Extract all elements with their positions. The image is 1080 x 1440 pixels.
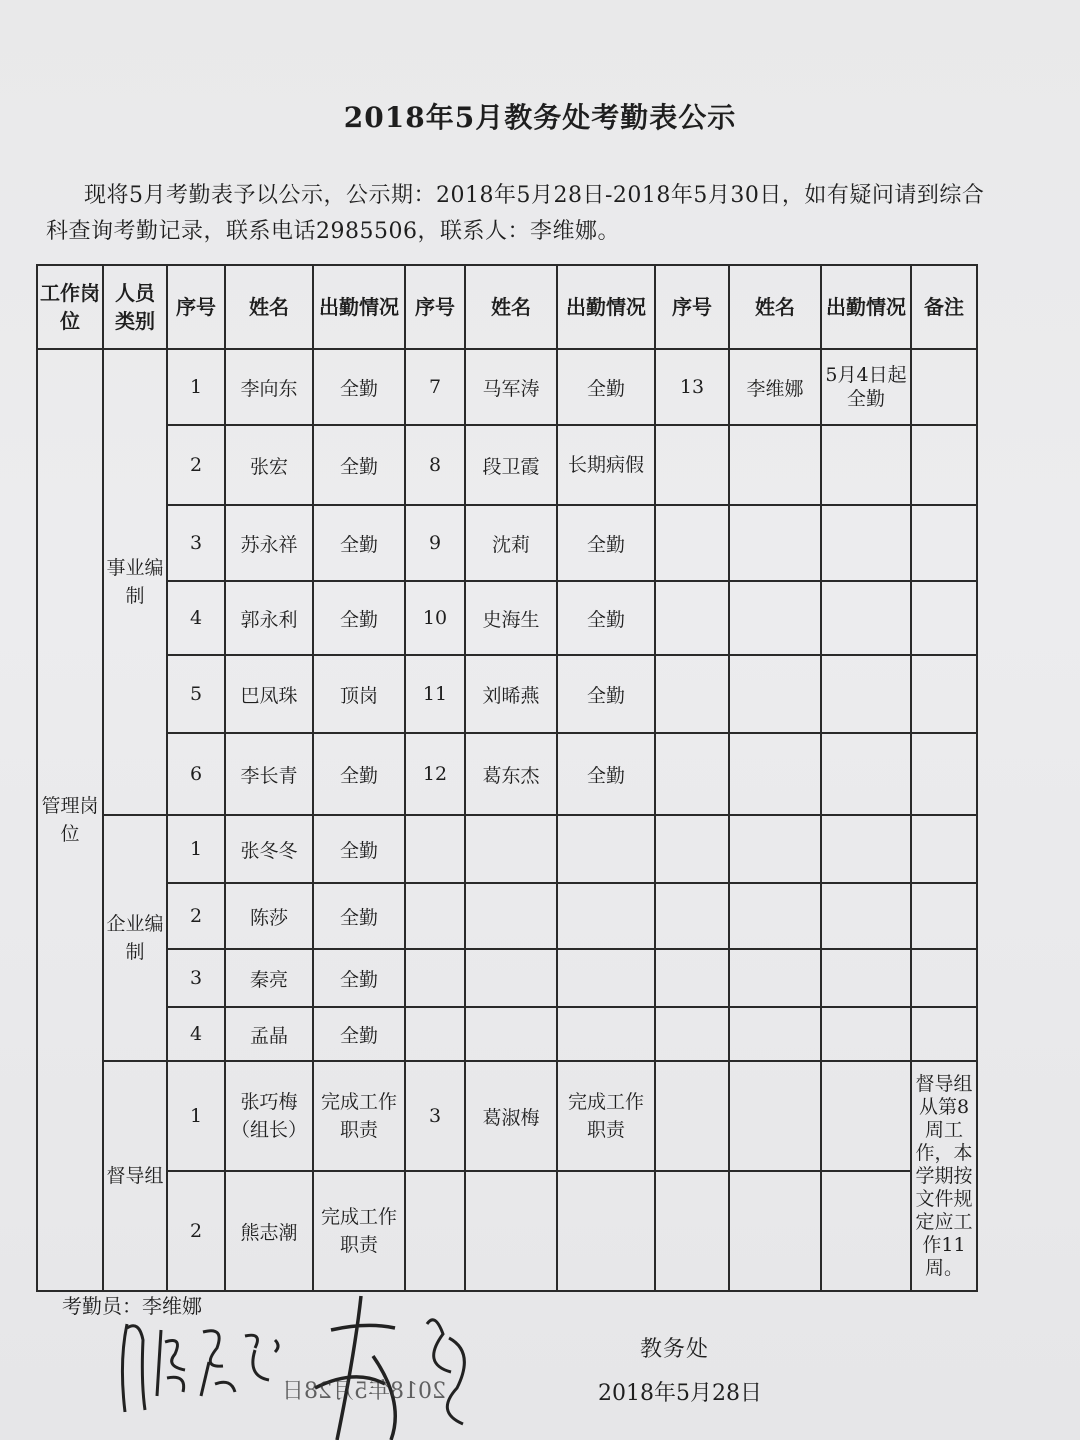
row-no xyxy=(655,581,729,655)
header-no-2: 序号 xyxy=(405,265,465,349)
table-row xyxy=(37,733,977,815)
row-name: 郭永利 xyxy=(225,581,313,655)
row-no xyxy=(655,425,729,505)
attendance-table xyxy=(36,264,978,1292)
row-no: 4 xyxy=(167,1007,225,1061)
row-name xyxy=(729,425,821,505)
row-name: 史海生 xyxy=(465,581,557,655)
row-attendance: 全勤 xyxy=(313,949,405,1007)
group-qiye: 企业编制 xyxy=(103,815,167,1061)
header-attendance-1: 出勤情况 xyxy=(313,265,405,349)
row-attendance xyxy=(821,425,911,505)
table-row xyxy=(37,1007,977,1061)
row-attendance: 全勤 xyxy=(313,883,405,949)
row-no: 4 xyxy=(167,581,225,655)
row-attendance: 全勤 xyxy=(313,349,405,425)
row-attendance: 顶岗 xyxy=(313,655,405,733)
row-no: 3 xyxy=(167,949,225,1007)
header-remark: 备注 xyxy=(911,265,977,349)
row-name: 张冬冬 xyxy=(225,815,313,883)
row-name: 熊志潮 xyxy=(225,1171,313,1291)
row-name xyxy=(729,581,821,655)
row-attendance: 全勤 xyxy=(313,425,405,505)
row-attendance: 全勤 xyxy=(313,815,405,883)
row-no: 2 xyxy=(167,883,225,949)
row-attendance: 全勤 xyxy=(557,505,655,581)
row-no: 6 xyxy=(167,733,225,815)
header-name-3: 姓名 xyxy=(729,265,821,349)
row-name xyxy=(729,733,821,815)
row-no: 7 xyxy=(405,349,465,425)
row-attendance: 全勤 xyxy=(313,1007,405,1061)
page-title: 2018年5月教务处考勤表公示 xyxy=(343,101,737,134)
row-no: 2 xyxy=(167,1171,225,1291)
table-row xyxy=(37,349,977,425)
row-name: 李维娜 xyxy=(729,349,821,425)
table-row xyxy=(37,505,977,581)
row-no: 11 xyxy=(405,655,465,733)
office-name: 教务处 xyxy=(640,1337,710,1362)
attendant-label: 考勤员：李维娜 xyxy=(62,1294,202,1318)
row-attendance: 全勤 xyxy=(313,581,405,655)
row-no: 1 xyxy=(167,349,225,425)
group-dudao: 督导组 xyxy=(103,1061,167,1291)
row-name xyxy=(729,505,821,581)
row-attendance: 完成工作职责 xyxy=(557,1061,655,1171)
remark-dudao: 督导组从第8周工作，本学期按文件规定应工作11周。 xyxy=(911,1061,977,1291)
mirrored-date-imprint: 2018年5月28日 xyxy=(282,1379,446,1404)
row-attendance: 长期病假 xyxy=(557,425,655,505)
row-no: 3 xyxy=(405,1061,465,1171)
row-attendance xyxy=(821,505,911,581)
row-attendance: 完成工作职责 xyxy=(313,1061,405,1171)
row-no: 1 xyxy=(167,1061,225,1171)
row-no: 12 xyxy=(405,733,465,815)
row-no: 1 xyxy=(167,815,225,883)
row-no: 9 xyxy=(405,505,465,581)
row-no xyxy=(655,733,729,815)
header-attendance-2: 出勤情况 xyxy=(557,265,655,349)
row-name: 沈莉 xyxy=(465,505,557,581)
row-name: 李长青 xyxy=(225,733,313,815)
row-remark xyxy=(911,505,977,581)
post-cell: 管理岗位 xyxy=(37,349,103,1291)
table-row xyxy=(37,883,977,949)
row-no xyxy=(655,655,729,733)
row-attendance xyxy=(821,655,911,733)
row-name: 巴凤珠 xyxy=(225,655,313,733)
row-name: 马军涛 xyxy=(465,349,557,425)
table-row xyxy=(37,581,977,655)
header-name-1: 姓名 xyxy=(225,265,313,349)
row-attendance: 全勤 xyxy=(557,733,655,815)
row-no: 5 xyxy=(167,655,225,733)
issue-date: 2018年5月28日 xyxy=(598,1381,762,1406)
row-attendance: 全勤 xyxy=(313,505,405,581)
row-attendance: 全勤 xyxy=(557,581,655,655)
row-remark xyxy=(911,349,977,425)
row-attendance: 全勤 xyxy=(557,349,655,425)
row-remark xyxy=(911,425,977,505)
row-no: 13 xyxy=(655,349,729,425)
row-attendance xyxy=(821,733,911,815)
header-row xyxy=(37,265,977,349)
table-row xyxy=(37,425,977,505)
row-remark xyxy=(911,655,977,733)
row-attendance: 全勤 xyxy=(557,655,655,733)
table-row xyxy=(37,949,977,1007)
header-name-2: 姓名 xyxy=(465,265,557,349)
header-no-1: 序号 xyxy=(167,265,225,349)
row-name: 段卫霞 xyxy=(465,425,557,505)
row-remark xyxy=(911,733,977,815)
row-no: 3 xyxy=(167,505,225,581)
row-name: 葛淑梅 xyxy=(465,1061,557,1171)
row-name xyxy=(729,655,821,733)
group-shiye: 事业编制 xyxy=(103,349,167,815)
row-name: 刘晞燕 xyxy=(465,655,557,733)
row-attendance xyxy=(821,581,911,655)
row-no: 2 xyxy=(167,425,225,505)
row-name: 陈莎 xyxy=(225,883,313,949)
table-row xyxy=(37,815,977,883)
row-no xyxy=(655,505,729,581)
row-name: 孟晶 xyxy=(225,1007,313,1061)
intro-paragraph: 现将5月考勤表予以公示，公示期：2018年5月28日-2018年5月30日，如有疑问请到综合科查询考勤记录，联系电话2985506，联系人：李维娜。 xyxy=(46,183,985,244)
row-name: 苏永祥 xyxy=(225,505,313,581)
row-no: 8 xyxy=(405,425,465,505)
header-attendance-3: 出勤情况 xyxy=(821,265,911,349)
row-name: 张巧梅（组长） xyxy=(225,1061,313,1171)
header-no-3: 序号 xyxy=(655,265,729,349)
row-name: 葛东杰 xyxy=(465,733,557,815)
header-post: 工作岗位 xyxy=(37,265,103,349)
row-name: 张宏 xyxy=(225,425,313,505)
handwritten-signature xyxy=(105,1292,485,1440)
row-attendance: 完成工作职责 xyxy=(313,1171,405,1291)
table-row xyxy=(37,1061,977,1171)
row-remark xyxy=(911,581,977,655)
row-name: 李向东 xyxy=(225,349,313,425)
row-name: 秦亮 xyxy=(225,949,313,1007)
row-attendance: 5月4日起全勤 xyxy=(821,349,911,425)
table-row xyxy=(37,655,977,733)
row-no: 10 xyxy=(405,581,465,655)
row-attendance: 全勤 xyxy=(313,733,405,815)
header-category: 人员类别 xyxy=(103,265,167,349)
table-row xyxy=(37,1171,977,1291)
